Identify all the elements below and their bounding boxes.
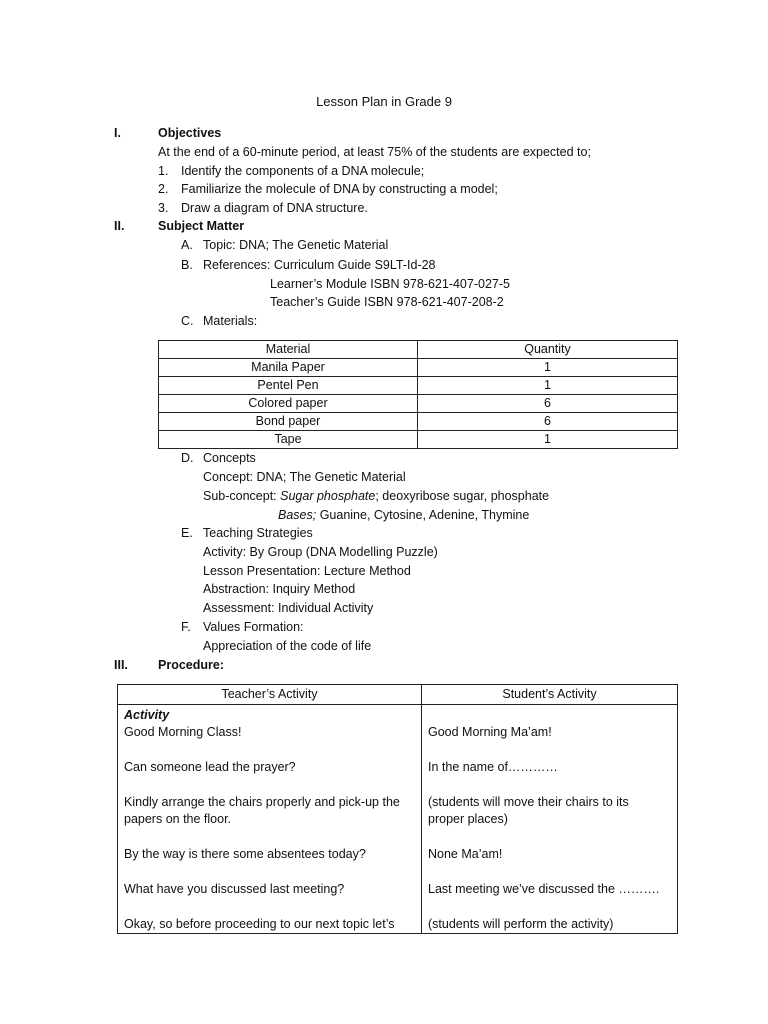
- table-header-row: [159, 341, 678, 359]
- subconcept-rest: ; deoxyribose sugar, phosphate: [375, 489, 550, 503]
- student-line: (students will move their chairs to its: [428, 795, 629, 809]
- strategy-item: Lesson Presentation: Lecture Method: [203, 564, 411, 578]
- material-cell: Bond paper: [159, 413, 418, 431]
- quantity-cell: 1: [418, 377, 678, 395]
- student-line: Last meeting we’ve discussed the ……….: [428, 882, 660, 896]
- teacher-line: Kindly arrange the chairs properly and pick-up the: [124, 795, 400, 809]
- materials-label: Materials:: [203, 314, 258, 328]
- material-cell: Tape: [159, 431, 418, 449]
- strategy-item: Assessment: Individual Activity: [203, 601, 374, 615]
- bases-rest: Guanine, Cytosine, Adenine, Thymine: [316, 508, 530, 522]
- list-letter: A.: [181, 238, 193, 252]
- list-letter: C.: [181, 314, 194, 328]
- column-header-teacher: Teacher’s Activity: [118, 685, 422, 705]
- objective-item: Identify the components of a DNA molecule;: [181, 164, 425, 178]
- column-header-student: Student’s Activity: [422, 685, 678, 705]
- table-row: [159, 413, 678, 431]
- student-line: proper places): [428, 812, 508, 826]
- activity-label: Activity: [124, 708, 170, 722]
- table-row: [159, 377, 678, 395]
- section-number-subject: II.: [114, 219, 125, 233]
- objective-item: Draw a diagram of DNA structure.: [181, 201, 368, 215]
- material-cell: Pentel Pen: [159, 377, 418, 395]
- strategies-label: Teaching Strategies: [203, 526, 313, 540]
- section-heading-procedure: Procedure:: [158, 658, 224, 672]
- teacher-line: Okay, so before proceeding to our next topic let’s: [124, 917, 395, 931]
- quantity-cell: 1: [418, 431, 678, 449]
- objective-item: Familiarize the molecule of DNA by constructing a model;: [181, 182, 498, 196]
- table-row: [159, 395, 678, 413]
- table-row: [159, 359, 678, 377]
- section-heading-objectives: Objectives: [158, 126, 222, 140]
- column-header-quantity: Quantity: [418, 341, 678, 359]
- subconcept-line: [203, 487, 549, 505]
- teacher-line: papers on the floor.: [124, 812, 232, 826]
- page-title: Lesson Plan in Grade 9: [316, 94, 452, 109]
- bases-line: [278, 506, 529, 524]
- objective-number: 2.: [158, 182, 169, 196]
- list-letter: D.: [181, 451, 194, 465]
- student-line: In the name of…………: [428, 760, 558, 774]
- list-letter: F.: [181, 620, 191, 634]
- objective-number: 3.: [158, 201, 169, 215]
- objective-number: 1.: [158, 164, 169, 178]
- list-letter: E.: [181, 526, 193, 540]
- quantity-cell: 6: [418, 395, 678, 413]
- student-activity-cell: [422, 705, 678, 934]
- quantity-cell: 1: [418, 359, 678, 377]
- references-learners-module: Learner’s Module ISBN 978-621-407-027-5: [270, 277, 510, 291]
- table-row: [118, 705, 678, 934]
- quantity-cell: 6: [418, 413, 678, 431]
- table-header-row: [118, 685, 678, 705]
- student-line: Good Morning Ma’am!: [428, 725, 552, 739]
- student-line: None Ma’am!: [428, 847, 503, 861]
- values-label: Values Formation:: [203, 620, 304, 634]
- teacher-activity-cell: [118, 705, 422, 934]
- bases-italic: Bases;: [278, 508, 317, 522]
- subconcept-label: Sub-concept:: [203, 489, 281, 503]
- teacher-line: Good Morning Class!: [124, 725, 242, 739]
- subconcept-italic: Sugar phosphate: [280, 489, 376, 503]
- procedure-table: [117, 684, 678, 934]
- teacher-line: What have you discussed last meeting?: [124, 882, 345, 896]
- column-header-material: Material: [159, 341, 418, 359]
- objectives-intro: At the end of a 60-minute period, at least 75% of the students are expected to;: [158, 145, 591, 159]
- strategy-item: Abstraction: Inquiry Method: [203, 582, 356, 596]
- section-number-objectives: I.: [114, 126, 121, 140]
- strategy-item: Activity: By Group (DNA Modelling Puzzle): [203, 545, 438, 559]
- concepts-label: Concepts: [203, 451, 256, 465]
- concept-line: Concept: DNA; The Genetic Material: [203, 470, 406, 484]
- material-cell: Colored paper: [159, 395, 418, 413]
- topic-line: Topic: DNA; The Genetic Material: [203, 238, 389, 252]
- references-line: References: Curriculum Guide S9LT-Id-28: [203, 258, 436, 272]
- material-cell: Manila Paper: [159, 359, 418, 377]
- student-line: (students will perform the activity): [428, 917, 614, 931]
- references-teachers-guide: Teacher’s Guide ISBN 978-621-407-208-2: [270, 295, 504, 309]
- teacher-line: By the way is there some absentees today?: [124, 847, 366, 861]
- section-number-procedure: III.: [114, 658, 128, 672]
- materials-table: [158, 340, 678, 449]
- values-text: Appreciation of the code of life: [203, 639, 372, 653]
- section-heading-subject: Subject Matter: [158, 219, 245, 233]
- teacher-line: Can someone lead the prayer?: [124, 760, 296, 774]
- list-letter: B.: [181, 258, 193, 272]
- table-row: [159, 431, 678, 449]
